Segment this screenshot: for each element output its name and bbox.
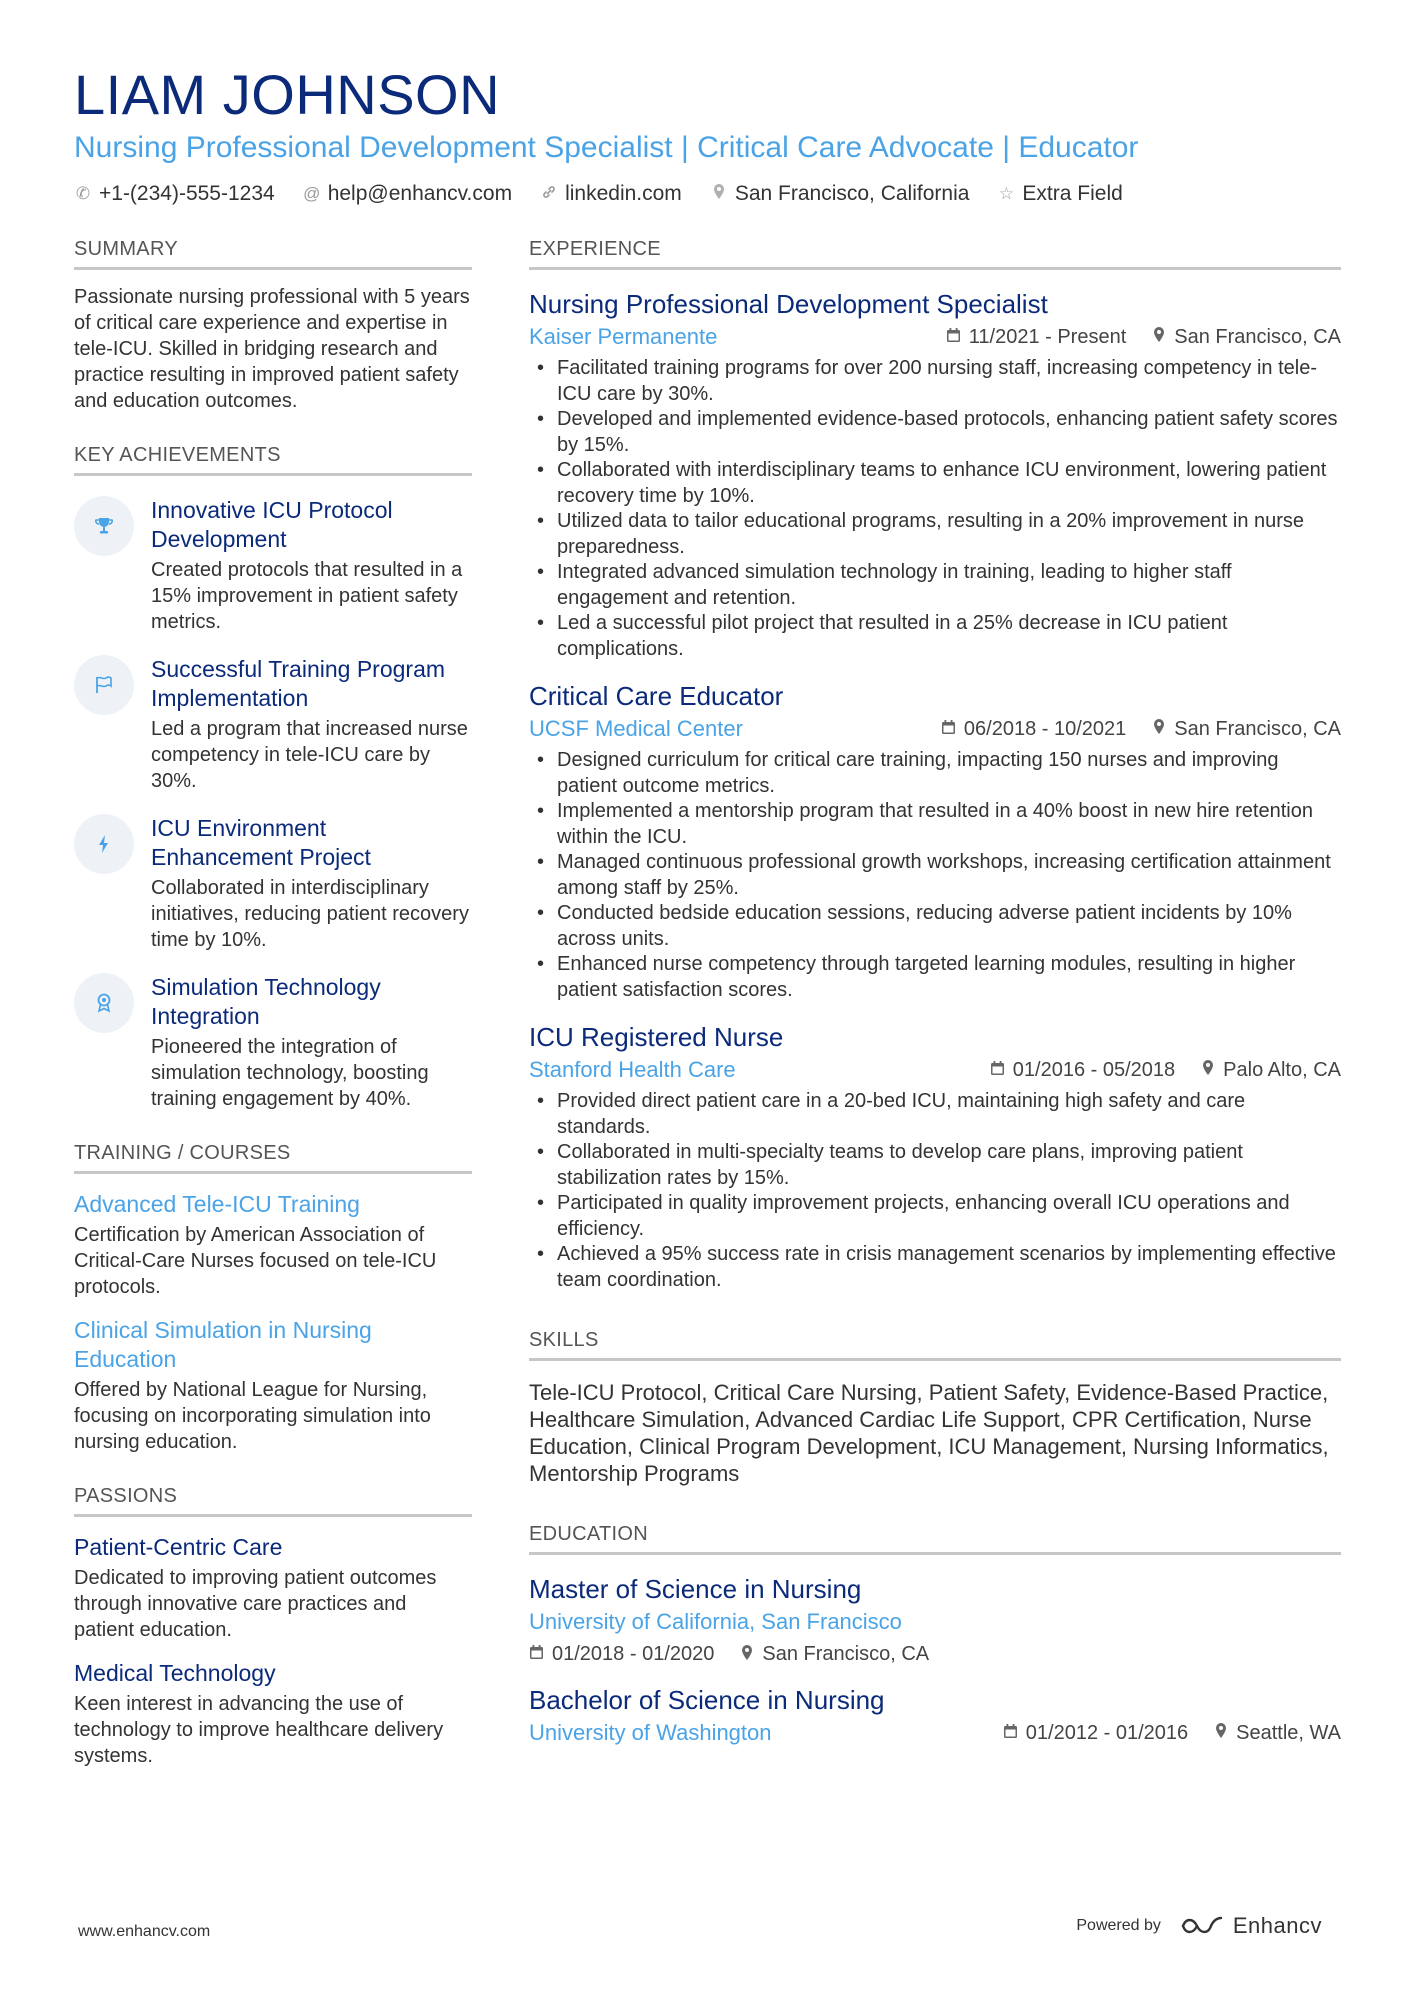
contact-location-text: San Francisco, California	[734, 182, 970, 205]
education-school: University of California, San Francisco	[529, 1609, 902, 1634]
education-heading: EDUCATION	[529, 1523, 1341, 1555]
location-icon	[1201, 1059, 1215, 1081]
trophy-icon	[74, 496, 134, 556]
job-bullet: • Integrated advanced simulation technology in training, leading to higher staff engagement and retention.	[529, 560, 1341, 611]
footer-branding	[1076, 1913, 1322, 1939]
job-title: Nursing Professional Development Specialist	[529, 289, 1048, 319]
location-icon	[1152, 326, 1166, 348]
calendar-icon	[946, 327, 961, 348]
education-location-text: Seattle, WA	[1236, 1721, 1341, 1744]
contact-linkedin-text: linkedin.com	[565, 182, 682, 205]
achievement-item	[74, 973, 472, 1112]
job-dates-text: 06/2018 - 10/2021	[963, 717, 1127, 740]
course-title: Advanced Tele-ICU Training	[74, 1191, 360, 1217]
education-dates	[529, 1643, 714, 1666]
calendar-icon	[990, 1060, 1005, 1081]
education-location	[740, 1643, 929, 1666]
enhancv-logo-icon	[1179, 1914, 1225, 1938]
achievement-item	[74, 496, 472, 635]
brand-name: Enhancv	[1232, 1913, 1322, 1938]
location-icon	[740, 1644, 754, 1666]
contact-bar	[74, 182, 1344, 206]
education-dates	[1003, 1722, 1188, 1745]
course-desc: Offered by National League for Nursing, focusing on incorporating simulation into nursing education.	[74, 1379, 431, 1453]
contact-phone-text: +1-(234)-555-1234	[99, 182, 275, 205]
job-bullet: • Utilized data to tailor educational programs, resulting in a 20% improvement in nurse preparedness.	[529, 509, 1341, 560]
job-bullet: • Enhanced nurse competency through targeted learning modules, resulting in higher patient satisfaction scores.	[529, 952, 1341, 1003]
job-dates	[990, 1059, 1175, 1082]
job-location-text: Palo Alto, CA	[1223, 1058, 1341, 1081]
achievement-desc: Created protocols that resulted in a 15% improvement in patient safety metrics.	[151, 559, 463, 633]
job-location	[1152, 326, 1341, 349]
course-item	[74, 1316, 472, 1455]
location-icon	[1214, 1722, 1228, 1744]
flag-icon	[74, 655, 134, 715]
course-desc: Certification by American Association of Critical-Care Nurses focused on tele-ICU protocols.	[74, 1224, 437, 1298]
education-dates-text: 01/2012 - 01/2016	[1025, 1721, 1189, 1744]
job-bullets	[529, 748, 1341, 1003]
job-location-text: San Francisco, CA	[1174, 717, 1341, 740]
contact-linkedin[interactable]	[540, 182, 682, 206]
achievement-desc: Pioneered the integration of simulation technology, boosting training engagement by 40%.	[151, 1036, 429, 1110]
job-location	[1201, 1059, 1341, 1082]
job-bullets	[529, 356, 1341, 662]
job-company: UCSF Medical Center	[529, 716, 743, 741]
course-title: Clinical Simulation in Nursing Education	[74, 1317, 372, 1372]
link-icon	[540, 184, 558, 205]
achievement-title: Innovative ICU Protocol Development	[151, 497, 393, 552]
job-company: Kaiser Permanente	[529, 324, 718, 349]
passion-title: Patient-Centric Care	[74, 1534, 283, 1560]
passion-item	[74, 1659, 472, 1769]
course-item	[74, 1190, 472, 1300]
passions-heading: PASSIONS	[74, 1485, 472, 1517]
job-location	[1152, 718, 1341, 741]
job-bullet: • Provided direct patient care in a 20-bed ICU, maintaining high safety and care standards.	[529, 1089, 1341, 1140]
achievements-heading: KEY ACHIEVEMENTS	[74, 444, 472, 476]
skills-section	[529, 1329, 1341, 1487]
footer-website[interactable]: www.enhancv.com	[78, 1923, 211, 1940]
job-bullet: • Led a successful pilot project that resulted in a 25% decrease in ICU patient complications.	[529, 611, 1341, 662]
job-bullet: • Collaborated with interdisciplinary teams to enhance ICU environment, lowering patient recovery time by 10%.	[529, 458, 1341, 509]
training-section	[74, 1142, 472, 1455]
job-bullet: • Managed continuous professional growth workshops, increasing certification attainment among staff by 25%.	[529, 850, 1341, 901]
job-dates	[941, 718, 1126, 741]
achievement-item	[74, 655, 472, 794]
job-bullet: • Implemented a mentorship program that resulted in a 40% boost in new hire retention within the ICU.	[529, 799, 1341, 850]
location-icon	[710, 183, 728, 205]
achievement-desc: Led a program that increased nurse competency in tele-ICU care by 30%.	[151, 718, 468, 792]
job-bullet: • Conducted bedside education sessions, reducing adverse patient incidents by 10% across units.	[529, 901, 1341, 952]
summary-text: Passionate nursing professional with 5 years of critical care experience and expertise in tele-ICU. Skilled in bridging research and practice resulting in improved patient safety and education outcomes.	[74, 286, 470, 412]
passion-title: Medical Technology	[74, 1660, 276, 1686]
experience-section	[529, 238, 1341, 1293]
location-icon	[1152, 718, 1166, 740]
job-bullet: • Facilitated training programs for over 200 nursing staff, increasing competency in tele-ICU care by 30%.	[529, 356, 1341, 407]
contact-email-text: help@enhancv.com	[327, 182, 513, 205]
candidate-name: LIAM JOHNSON	[74, 63, 501, 126]
passion-item	[74, 1533, 472, 1643]
at-icon: @	[303, 184, 321, 203]
phone-icon: ✆	[75, 184, 91, 203]
job-entry	[529, 1021, 1341, 1293]
passion-desc: Keen interest in advancing the use of technology to improve healthcare delivery systems.	[74, 1693, 444, 1767]
calendar-icon	[1003, 1723, 1018, 1744]
job-location-text: San Francisco, CA	[1174, 325, 1341, 348]
job-bullet: • Designed curriculum for critical care training, impacting 150 nurses and improving patient outcome metrics.	[529, 748, 1341, 799]
job-dates	[946, 326, 1127, 349]
left-column	[74, 238, 472, 1799]
job-bullet: • Achieved a 95% success rate in crisis management scenarios by implementing effective team coordination.	[529, 1242, 1341, 1293]
job-bullet: • Collaborated in multi-specialty teams to develop care plans, improving patient stabilization rates by 15%.	[529, 1140, 1341, 1191]
education-entry	[529, 1573, 1341, 1666]
contact-email[interactable]	[303, 182, 512, 206]
education-location	[1214, 1722, 1341, 1745]
contact-extra-text: Extra Field	[1022, 182, 1123, 205]
job-title: ICU Registered Nurse	[529, 1022, 784, 1052]
achievement-item	[74, 814, 472, 953]
job-bullet: • Participated in quality improvement projects, enhancing overall ICU operations and efficiency.	[529, 1191, 1341, 1242]
job-title: Critical Care Educator	[529, 681, 784, 711]
passions-section	[74, 1485, 472, 1769]
skills-text: Tele-ICU Protocol, Critical Care Nursing, Patient Safety, Evidence-Based Practice, Healthcare Simulation, Advanced Cardiac Life Support, CPR Certification, Nurse Education, Clinical Program Development, ICU Management, Nursing Informatics, Mentorship Programs	[529, 1380, 1329, 1486]
resume-header	[74, 62, 1344, 206]
contact-extra	[997, 182, 1122, 206]
job-dates-text: 01/2016 - 05/2018	[1012, 1058, 1176, 1081]
job-entry	[529, 680, 1341, 1003]
right-column	[529, 238, 1341, 1776]
achievement-title: ICU Environment Enhancement Project	[151, 815, 371, 870]
job-company: Stanford Health Care	[529, 1057, 736, 1082]
award-icon	[74, 973, 134, 1033]
skills-heading: SKILLS	[529, 1329, 1341, 1361]
lightning-icon	[74, 814, 134, 874]
experience-heading: EXPERIENCE	[529, 238, 1341, 270]
passion-desc: Dedicated to improving patient outcomes through innovative care practices and patient education.	[74, 1567, 437, 1641]
candidate-headline: Nursing Professional Development Specialist | Critical Care Advocate | Educator	[74, 131, 1139, 164]
achievements-section	[74, 444, 472, 1112]
education-school: University of Washington	[529, 1720, 772, 1745]
star-icon: ☆	[998, 184, 1015, 203]
job-dates-text: 11/2021 - Present	[968, 325, 1127, 348]
achievement-title: Simulation Technology Integration	[151, 974, 381, 1029]
education-section	[529, 1523, 1341, 1746]
achievement-title: Successful Training Program Implementation	[151, 656, 446, 711]
powered-by-label: Powered by	[1076, 1917, 1161, 1934]
job-bullet: • Developed and implemented evidence-based protocols, enhancing patient safety scores by 15%.	[529, 407, 1341, 458]
calendar-icon	[529, 1644, 544, 1665]
contact-phone[interactable]	[74, 182, 275, 206]
achievement-desc: Collaborated in interdisciplinary initiatives, reducing patient recovery time by 10%.	[151, 877, 469, 951]
education-degree: Master of Science in Nursing	[529, 1574, 862, 1604]
summary-heading: SUMMARY	[74, 238, 472, 270]
contact-location	[710, 182, 970, 206]
education-dates-text: 01/2018 - 01/2020	[552, 1643, 715, 1665]
job-bullets	[529, 1089, 1341, 1293]
enhancv-logo[interactable]	[1179, 1913, 1322, 1939]
calendar-icon	[941, 719, 956, 740]
training-heading: TRAINING / COURSES	[74, 1142, 472, 1174]
education-location-text: San Francisco, CA	[762, 1643, 930, 1665]
job-entry	[529, 288, 1341, 662]
summary-section	[74, 238, 472, 414]
education-degree: Bachelor of Science in Nursing	[529, 1685, 885, 1715]
education-entry	[529, 1684, 1341, 1746]
